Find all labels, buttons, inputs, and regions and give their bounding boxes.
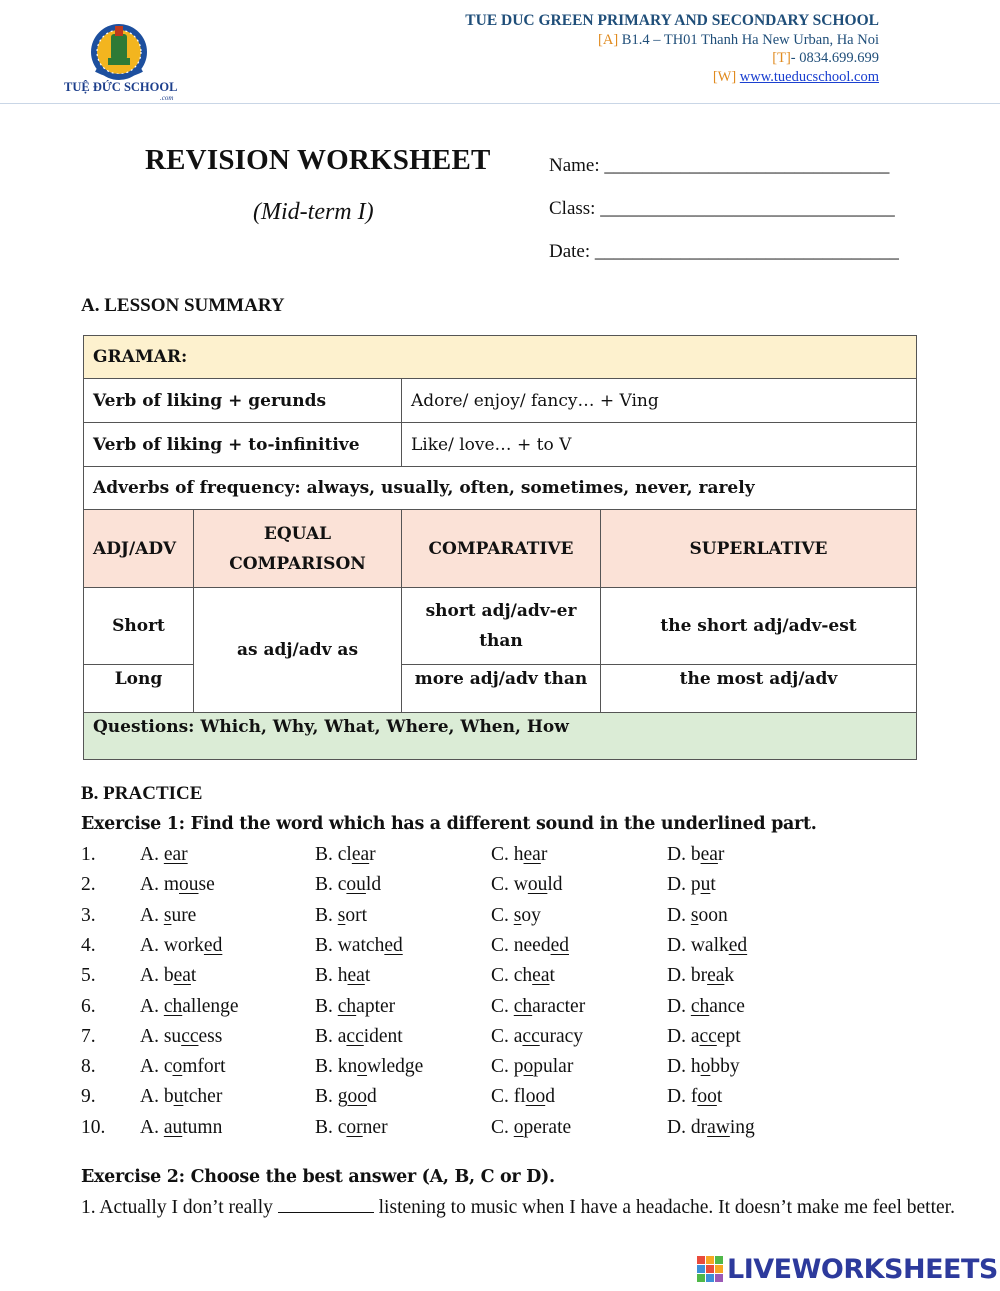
option-d[interactable] xyxy=(667,1117,755,1139)
word-part: apter xyxy=(356,995,396,1017)
word-part: B. xyxy=(315,844,338,865)
word-part: work xyxy=(163,934,204,956)
exercise1-row xyxy=(81,1056,981,1086)
school-logo xyxy=(62,14,180,100)
underlined-part: oo xyxy=(525,1086,546,1108)
word-part: d xyxy=(367,1086,377,1108)
word-part: wledge xyxy=(367,1056,424,1078)
liveworksheets-logo xyxy=(697,1254,998,1284)
option-a[interactable] xyxy=(140,874,215,896)
word-part: aracter xyxy=(532,995,586,1017)
word-part: A. xyxy=(140,904,164,926)
header-adj-adv: ADJ/ADV xyxy=(84,510,194,588)
worksheet-title: REVISION WORKSHEET xyxy=(145,144,491,176)
underlined-part: ed xyxy=(550,934,569,956)
grammar-value-infinitive: Like/ love… + to V xyxy=(402,423,917,467)
word-part: D. xyxy=(667,844,691,865)
word-part: B. xyxy=(315,904,338,926)
word-part: r xyxy=(717,844,725,865)
word-part: fl xyxy=(513,1086,526,1108)
exercise2-question-1 xyxy=(81,1193,961,1223)
word-part: f xyxy=(690,1086,698,1108)
school-website xyxy=(713,69,879,86)
word-part: h xyxy=(513,844,524,865)
option-a[interactable] xyxy=(140,905,196,927)
word-part: allenge xyxy=(182,995,239,1017)
word-part: se xyxy=(198,874,215,896)
liveworksheets-text: LIVEWORKSHEETS xyxy=(727,1253,998,1285)
word-part: kn xyxy=(337,1056,358,1078)
word-part: A. xyxy=(140,1056,164,1078)
word-part: B. xyxy=(315,1086,338,1108)
word-part: br xyxy=(690,965,708,987)
word-part: pular xyxy=(533,1056,574,1078)
word-part: k xyxy=(724,965,735,987)
underlined-part: aw xyxy=(707,1116,730,1138)
answer-blank[interactable] xyxy=(278,1196,374,1213)
underlined-part: ed xyxy=(728,934,748,956)
question-number: 2. xyxy=(81,874,96,896)
question-number: 4. xyxy=(81,934,96,956)
option-d[interactable] xyxy=(667,996,745,1018)
word-part: g xyxy=(337,1086,348,1108)
word-part: C. xyxy=(491,904,514,926)
option-b[interactable] xyxy=(315,935,403,957)
word-part: D. xyxy=(667,1056,691,1078)
word-part: c xyxy=(337,874,347,896)
exercise1-row xyxy=(81,1117,981,1147)
word-part: A. xyxy=(140,934,164,956)
word-part: walk xyxy=(690,934,729,956)
word-part: oon xyxy=(698,904,728,926)
option-c[interactable] xyxy=(491,935,569,957)
worksheet-subtitle: (Mid-term I) xyxy=(253,199,374,225)
underlined-part: s xyxy=(163,904,172,926)
option-b[interactable] xyxy=(315,1056,423,1078)
underlined-part: cc xyxy=(522,1025,540,1047)
word-part: m xyxy=(163,874,180,896)
address-tag: [A] xyxy=(598,32,619,48)
option-a[interactable] xyxy=(140,935,222,957)
word-part: ident xyxy=(363,1025,403,1047)
word-part: ch xyxy=(513,965,533,987)
word-part: w xyxy=(513,874,528,896)
underlined-part: ch xyxy=(337,995,357,1017)
underlined-part: ou xyxy=(179,874,199,896)
word-part: A. xyxy=(140,995,164,1017)
word-part: B. xyxy=(315,934,338,956)
word-part: dr xyxy=(690,1116,708,1138)
option-b[interactable] xyxy=(315,1086,377,1108)
option-d[interactable] xyxy=(667,1026,741,1048)
exercise1-row xyxy=(81,996,981,1026)
option-c[interactable] xyxy=(491,844,547,866)
question-number: 5. xyxy=(81,965,96,987)
liveworksheets-grid-icon xyxy=(697,1256,723,1282)
exercise2-title: Exercise 2: Choose the best answer (A, B, C or D). xyxy=(81,1167,555,1187)
website-link[interactable]: www.tueducschool.com xyxy=(739,69,879,85)
option-c[interactable] xyxy=(491,1026,583,1048)
exercise1-row xyxy=(81,1086,981,1116)
exercise1-row xyxy=(81,874,981,904)
underlined-part: s xyxy=(337,904,346,926)
word-part: a xyxy=(337,1025,347,1047)
underlined-part: ch xyxy=(690,995,710,1017)
exercise1-row xyxy=(81,965,981,995)
word-part: t xyxy=(549,965,555,987)
word-part: ner xyxy=(362,1116,388,1138)
option-c[interactable] xyxy=(491,874,563,896)
word-part: D. xyxy=(667,904,691,926)
word-part: A. xyxy=(140,874,164,896)
word-part: B. xyxy=(315,1056,338,1078)
word-part: B. xyxy=(315,874,338,896)
word-part: A. xyxy=(140,1025,164,1047)
underlined-part: ed xyxy=(384,934,403,956)
word-part: b xyxy=(690,844,701,865)
word-part: B. xyxy=(315,995,338,1017)
question-words: Questions: Which, Why, What, Where, When, How xyxy=(84,713,917,760)
option-d[interactable] xyxy=(667,935,747,957)
underlined-part: or xyxy=(346,1116,363,1138)
option-c[interactable] xyxy=(491,1086,555,1108)
word-part: C. xyxy=(491,1056,514,1078)
underlined-part: ear xyxy=(163,844,188,865)
word-part: uracy xyxy=(539,1025,584,1047)
address-text: B1.4 – TH01 Thanh Ha New Urban, Ha Noi xyxy=(621,32,879,48)
word-part: r xyxy=(540,844,548,865)
header-comparative: COMPARATIVE xyxy=(402,510,601,588)
short-label: Short xyxy=(84,588,194,665)
option-c[interactable] xyxy=(491,905,541,927)
word-part: B. xyxy=(315,1025,338,1047)
option-b[interactable] xyxy=(315,1026,403,1048)
underlined-part: ea xyxy=(700,844,718,865)
word-part: C. xyxy=(491,965,514,987)
option-b[interactable] xyxy=(315,905,367,927)
question-number: 8. xyxy=(81,1056,96,1078)
underlined-part: ea xyxy=(523,844,541,865)
header-divider xyxy=(0,103,1000,104)
word-part: ess xyxy=(198,1025,223,1047)
name-field[interactable]: Name: ______________________________ xyxy=(549,155,890,176)
word-part: c xyxy=(163,1056,173,1078)
word-part: C. xyxy=(491,844,514,865)
word-part: su xyxy=(163,1025,182,1047)
underlined-part: ou xyxy=(346,874,366,896)
grammar-label-infinitive: Verb of liking + to-infinitive xyxy=(84,423,402,467)
section-b-heading: B. PRACTICE xyxy=(81,783,203,804)
word-part: A. xyxy=(140,844,164,865)
word-part: perate xyxy=(523,1116,572,1138)
option-a[interactable] xyxy=(140,844,188,866)
word-part: b xyxy=(163,965,174,987)
school-name: TUE DUC GREEN PRIMARY AND SECONDARY SCHOOL xyxy=(465,12,879,29)
word-part: cl xyxy=(337,844,352,865)
option-c[interactable] xyxy=(491,1056,573,1078)
phone-tag: [T] xyxy=(772,50,791,66)
underlined-part: o xyxy=(513,1116,524,1138)
adverbs-frequency: Adverbs of frequency: always, usually, often, sometimes, never, rarely xyxy=(84,467,917,510)
word-part: ld xyxy=(547,874,563,896)
word-part: ance xyxy=(709,995,745,1017)
logo-text: TUỆ ĐỨC SCHOOL xyxy=(64,80,178,94)
word-part: mfort xyxy=(182,1056,226,1078)
question-1-end: listening to music when I have a headache. It doesn’t make me feel better. xyxy=(378,1197,955,1218)
exercise1-row xyxy=(81,905,981,935)
exercise1-title: Exercise 1: Find the word which has a different sound in the underlined part. xyxy=(81,814,817,834)
grammar-heading: GRAMAR: xyxy=(84,336,917,379)
word-part: a xyxy=(513,1025,523,1047)
word-part: B. xyxy=(315,1116,338,1138)
word-part: C. xyxy=(491,1116,514,1138)
word-part: A. xyxy=(140,965,164,987)
underlined-part: au xyxy=(163,1116,183,1138)
option-c[interactable] xyxy=(491,996,585,1018)
underlined-part: u xyxy=(700,874,711,896)
school-phone xyxy=(772,50,879,67)
option-a[interactable] xyxy=(140,1056,226,1078)
short-superlative: the short adj/adv-est xyxy=(601,588,917,665)
word-part: D. xyxy=(667,995,691,1017)
question-number: 10. xyxy=(81,1116,106,1138)
option-d[interactable] xyxy=(667,844,724,866)
word-part: a xyxy=(690,1025,700,1047)
question-number: 1. xyxy=(81,844,96,865)
word-part: ure xyxy=(171,904,197,926)
header-equal-comparison: EQUAL COMPARISON xyxy=(194,510,402,588)
word-part: bby xyxy=(710,1056,740,1078)
word-part: D. xyxy=(667,874,691,896)
web-tag: [W] xyxy=(712,69,737,85)
section-a-heading: A. LESSON SUMMARY xyxy=(81,295,285,316)
underlined-part: cc xyxy=(346,1025,364,1047)
word-part: p xyxy=(690,874,701,896)
option-b[interactable] xyxy=(315,874,381,896)
word-part: ld xyxy=(365,874,382,896)
grammar-value-gerunds: Adore/ enjoy/ fancy… + Ving xyxy=(402,379,917,423)
underlined-part: s xyxy=(690,904,699,926)
option-b[interactable] xyxy=(315,1117,388,1139)
word-part: ept xyxy=(716,1025,741,1047)
word-part: d xyxy=(545,1086,555,1108)
school-address xyxy=(598,32,879,49)
question-number: 9. xyxy=(81,1086,96,1108)
word-part: tumn xyxy=(182,1116,223,1138)
logo-subtext: .com xyxy=(160,94,174,102)
option-a[interactable] xyxy=(140,996,239,1018)
word-part: C. xyxy=(491,995,514,1017)
underlined-part: o xyxy=(357,1056,368,1078)
word-part: D. xyxy=(667,965,691,987)
date-field[interactable]: Date: ________________________________ xyxy=(549,241,899,262)
word-part: ing xyxy=(729,1116,755,1138)
word-part: C. xyxy=(491,934,514,956)
word-part: C. xyxy=(491,874,514,896)
option-a[interactable] xyxy=(140,1086,222,1108)
word-part: h xyxy=(690,1056,701,1078)
word-part: tcher xyxy=(183,1086,223,1108)
question-number: 6. xyxy=(81,995,96,1017)
underlined-part: ea xyxy=(532,965,550,987)
option-d[interactable] xyxy=(667,874,716,896)
option-c[interactable] xyxy=(491,965,555,987)
underlined-part: ea xyxy=(173,965,191,987)
underlined-part: cc xyxy=(699,1025,717,1047)
word-part: A. xyxy=(140,1116,164,1138)
word-part: B. xyxy=(315,965,338,987)
grammar-table xyxy=(83,335,917,760)
option-b[interactable] xyxy=(315,965,370,987)
word-part: p xyxy=(513,1056,524,1078)
word-part: oy xyxy=(521,904,541,926)
header-superlative: SUPERLATIVE xyxy=(601,510,917,588)
option-a[interactable] xyxy=(140,1026,222,1048)
option-d[interactable] xyxy=(667,1056,740,1078)
option-a[interactable] xyxy=(140,1117,222,1139)
word-part: D. xyxy=(667,1025,691,1047)
underlined-part: oo xyxy=(347,1086,368,1108)
underlined-part: ou xyxy=(527,874,548,896)
word-part: h xyxy=(337,965,348,987)
exercise1-row xyxy=(81,844,981,874)
question-1-start: 1. Actually I don’t really xyxy=(81,1197,273,1218)
option-b[interactable] xyxy=(315,996,395,1018)
word-part: c xyxy=(337,1116,347,1138)
word-part: t xyxy=(190,965,197,987)
word-part: C. xyxy=(491,1086,514,1108)
long-label: Long xyxy=(84,665,194,713)
word-part: A. xyxy=(140,1086,164,1108)
underlined-part: o xyxy=(523,1056,534,1078)
underlined-part: ch xyxy=(513,995,533,1017)
word-part: D. xyxy=(667,1116,691,1138)
exercise1-row xyxy=(81,935,981,965)
underlined-part: o xyxy=(172,1056,183,1078)
question-number: 3. xyxy=(81,904,96,926)
exercise1-row xyxy=(81,1026,981,1056)
option-d[interactable] xyxy=(667,905,728,927)
class-field[interactable]: Class: _______________________________ xyxy=(549,198,895,219)
option-a[interactable] xyxy=(140,965,196,987)
underlined-part: ea xyxy=(347,965,365,987)
word-part: D. xyxy=(667,1086,691,1108)
word-part: t xyxy=(364,965,371,987)
word-part: r xyxy=(369,844,376,865)
underlined-part: ea xyxy=(351,844,370,865)
word-part: C. xyxy=(491,1025,514,1047)
grammar-label-gerunds: Verb of liking + gerunds xyxy=(84,379,402,423)
short-comparative: short adj/adv-er than xyxy=(402,588,601,665)
word-part: need xyxy=(513,934,551,956)
option-c[interactable] xyxy=(491,1117,571,1139)
option-b[interactable] xyxy=(315,844,376,866)
option-d[interactable] xyxy=(667,1086,722,1108)
word-part: D. xyxy=(667,934,691,956)
question-number: 7. xyxy=(81,1025,96,1047)
long-comparative: more adj/adv than xyxy=(402,665,601,713)
word-part: ort xyxy=(345,904,368,926)
long-superlative: the most adj/adv xyxy=(601,665,917,713)
option-d[interactable] xyxy=(667,965,734,987)
underlined-part: u xyxy=(173,1086,184,1108)
underlined-part: o xyxy=(700,1056,711,1078)
underlined-part: cc xyxy=(181,1025,199,1047)
underlined-part: oo xyxy=(697,1086,717,1108)
underlined-part: ea xyxy=(707,965,725,987)
word-part: b xyxy=(163,1086,174,1108)
word-part: t xyxy=(716,1086,723,1108)
underlined-part: ch xyxy=(163,995,183,1017)
equal-comparison-rule: as adj/adv as xyxy=(194,588,402,713)
underlined-part: s xyxy=(513,904,522,926)
word-part: t xyxy=(710,874,716,896)
word-part: watch xyxy=(337,934,385,956)
underlined-part: ed xyxy=(203,934,223,956)
phone-text: - 0834.699.699 xyxy=(790,50,879,66)
